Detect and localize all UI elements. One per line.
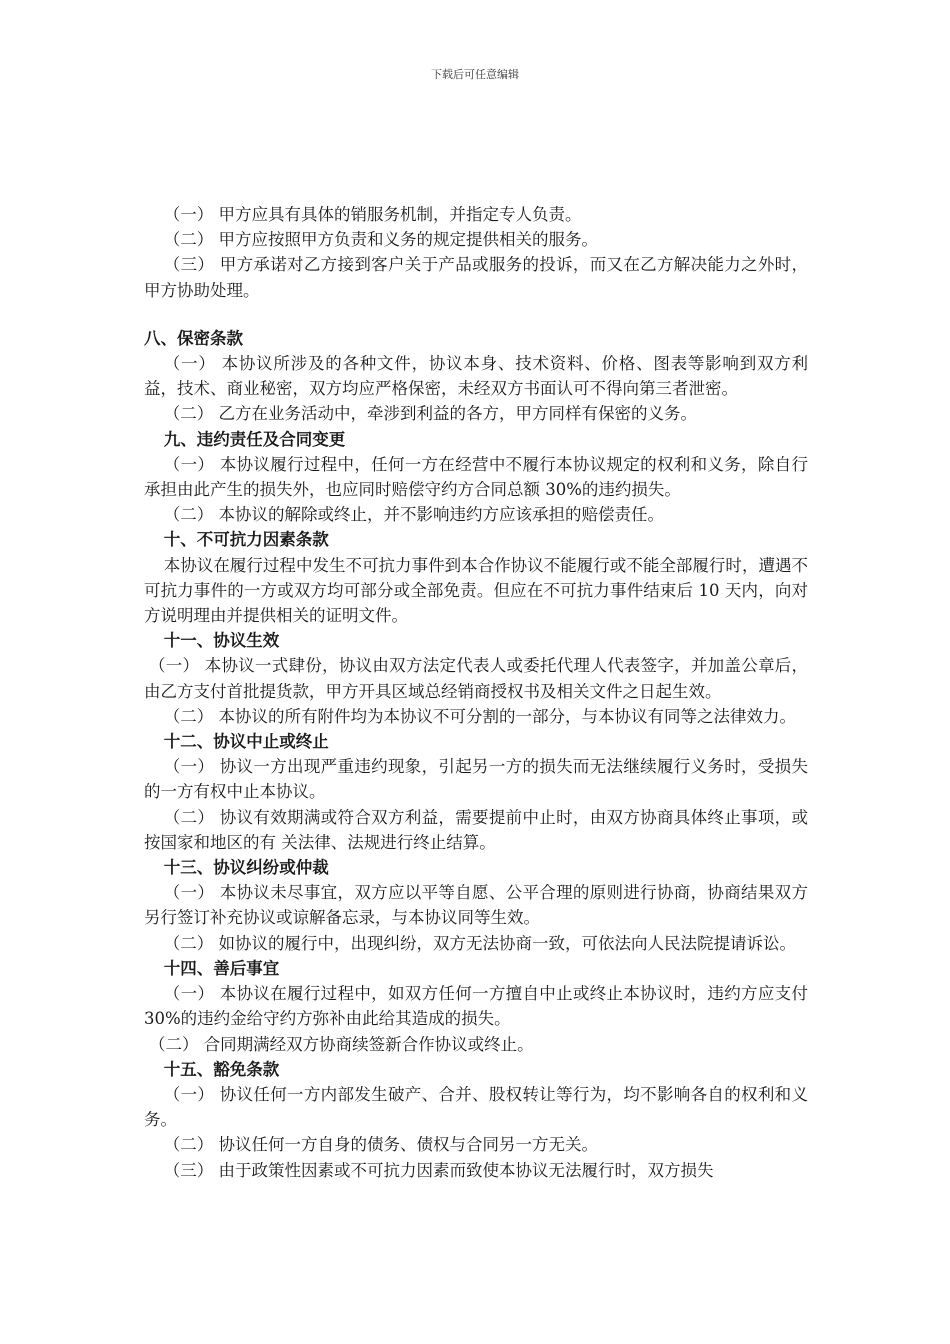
clause-paragraph: （二） 乙方在业务活动中，牵涉到利益的各方，甲方同样有保密的义务。 bbox=[163, 404, 698, 424]
clause-paragraph: （二） 合同期满经双方协商续签新合作协议或终止。 bbox=[148, 1034, 534, 1054]
clause-paragraph: （一） 本协议未尽事宜，双方应以平等自愿、公平合理的原则进行协商，协商结果双方另行签订补充协议或谅解备忘录，与本协议同等生效。 bbox=[144, 883, 808, 928]
clause-paragraph: （一） 本协议所涉及的各种文件，协议本身、技术资料、价格、图表等影响到双方利益，技术、商业秘密，双方均应严格保密，未经双方书面认可不得向第三者泄密。 bbox=[144, 354, 808, 399]
clause-paragraph: （一） 本协议履行过程中，任何一方在经营中不履行本协议规定的权利和义务，除自行承担由此产生的损失外，也应同时赔偿守约方合同总额 30%的违约损失。 bbox=[144, 454, 808, 500]
clause-paragraph: （二） 甲方应按照甲方负责和义务的规定提供相关的服务。 bbox=[163, 230, 599, 250]
clause-paragraph: （一） 协议一方出现严重违约现象，引起另一方的损失而无法继续履行义务时，受损失的一方有权中止本协议。 bbox=[144, 757, 808, 802]
document-body bbox=[144, 202, 808, 1183]
clause-paragraph: （二） 本协议的所有附件均为本协议不可分割的一部分，与本协议有同等之法律效力。 bbox=[163, 706, 797, 726]
clause-paragraph: （二） 本协议的解除或终止，并不影响违约方应该承担的赔偿责任。 bbox=[163, 505, 665, 525]
clause-paragraph: （一） 甲方应具有具体的销服务机制，并指定专人负责。 bbox=[163, 205, 582, 224]
clause-paragraph: 本协议在履行过程中发生不可抗力事件到本合作协议不能履行或不能全部履行时，遭遇不可抗力事件的一方或双方均可部分或全部免责。但应在不可抗力事件结束后 10 天内，向对方说明理由并提供相关的证明文件。 bbox=[144, 555, 808, 626]
section-heading: 八、保密条款 bbox=[144, 328, 243, 348]
page-header: 下载后可任意编辑 bbox=[431, 68, 519, 81]
section-heading: 十二、协议中止或终止 bbox=[163, 732, 329, 752]
section-heading: 十五、豁免条款 bbox=[163, 1059, 280, 1079]
clause-paragraph: （三） 由于政策性因素或不可抗力因素而致使本协议无法履行时，双方损失 bbox=[163, 1160, 714, 1180]
clause-paragraph: （三） 甲方承诺对乙方接到客户关于产品或服务的投诉，而又在乙方解决能力之外时，甲方协助处理。 bbox=[144, 255, 808, 300]
section-heading: 九、违约责任及合同变更 bbox=[163, 429, 346, 449]
clause-paragraph: （二） 协议任何一方自身的债务、债权与合同另一方无关。 bbox=[163, 1135, 599, 1155]
section-heading: 十四、善后事宜 bbox=[163, 958, 280, 978]
section-heading: 十三、协议纠纷或仲裁 bbox=[163, 858, 329, 878]
paragraph-spacer bbox=[144, 303, 808, 326]
clause-paragraph: （一） 本协议在履行过程中，如双方任何一方擅自中止或终止本协议时，违约方应支付 30%的违约金给守约方弥补由此给其造成的损失。 bbox=[144, 984, 808, 1029]
clause-paragraph: （一） 本协议一式肆份，协议由双方法定代表人或委托代理人代表签字，并加盖公章后，由乙方支付首批提货款，甲方开具区域总经销商授权书及相关文件之日起生效。 bbox=[144, 656, 808, 701]
section-heading: 十一、协议生效 bbox=[163, 631, 280, 651]
clause-paragraph: （一） 协议任何一方内部发生破产、合并、股权转让等行为，均不影响各自的权利和义务。 bbox=[144, 1084, 808, 1130]
section-heading: 十、不可抗力因素条款 bbox=[163, 530, 329, 550]
clause-paragraph: （二） 如协议的履行中，出现纠纷，双方无法协商一致，可依法向人民法院提请诉讼。 bbox=[163, 933, 797, 953]
clause-paragraph: （二） 协议有效期满或符合双方利益，需要提前中止时，由双方协商具体终止事项，或按国家和地区的有 关法律、法规进行终止结算。 bbox=[144, 807, 808, 852]
